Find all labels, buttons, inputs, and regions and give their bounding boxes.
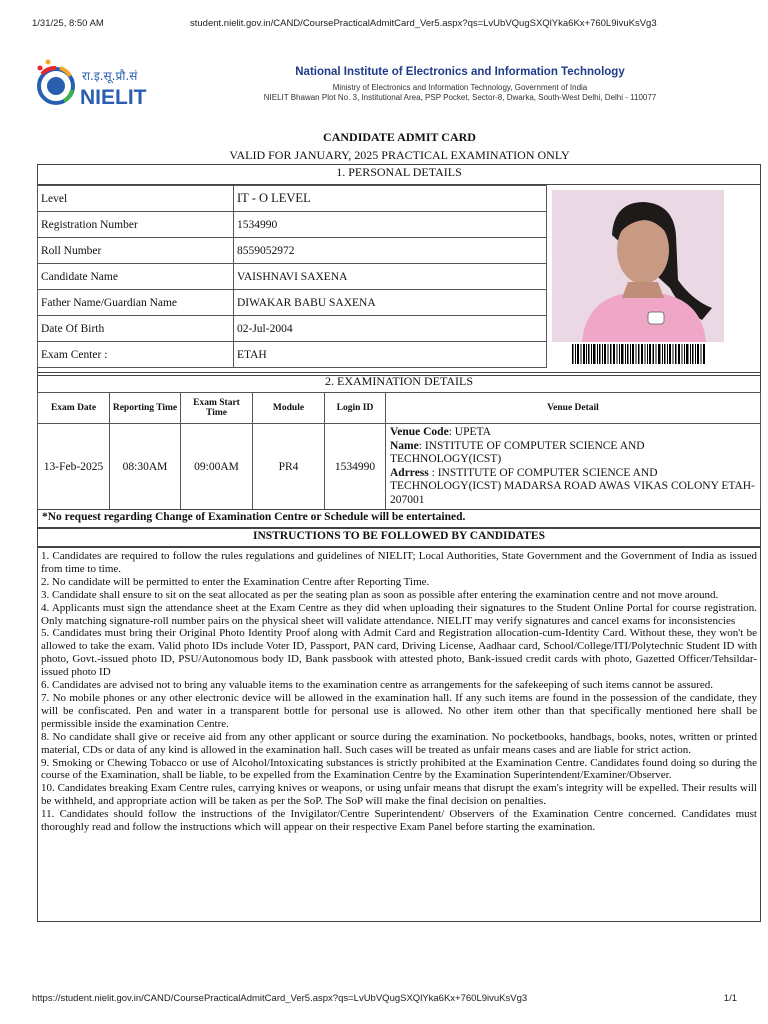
print-url: student.nielit.gov.in/CAND/CoursePracticalAdmitCard_Ver5.aspx?qs=LvUbVQugSXQlYka6Kx+760L9ivuKsVg3 bbox=[190, 18, 657, 29]
roll-number-value: 8559052972 bbox=[234, 238, 547, 264]
exam-details-table bbox=[37, 392, 761, 510]
venue-code-value: : UPETA bbox=[448, 426, 491, 438]
row-label: Date Of Birth bbox=[38, 316, 234, 342]
instruction-item: 9. Smoking or Chewing Tobacco or use of Alcohol/Intoxicating substances is strictly prohibited at the Examination Centre. Candidates found doing so during the course of the Examination, shall be liable, to be expelled from the Examination Centre by the Examination Superintendent/Examiner/Observer. bbox=[41, 756, 757, 782]
table-row bbox=[38, 186, 547, 212]
module-cell: PR4 bbox=[253, 424, 325, 510]
row-label: Roll Number bbox=[38, 238, 234, 264]
personal-details-table bbox=[37, 185, 547, 368]
row-label: Level bbox=[38, 186, 234, 212]
table-row bbox=[38, 212, 547, 238]
instruction-item: 1. Candidates are required to follow the rules regulations and guidelines of NIELIT; Local Authorities, State Government and the Government of India as issued from time to time. bbox=[41, 550, 757, 575]
barcode bbox=[572, 344, 705, 364]
table-row bbox=[38, 238, 547, 264]
row-label: Registration Number bbox=[38, 212, 234, 238]
instructions-title: INSTRUCTIONS TO BE FOLLOWED BY CANDIDATES bbox=[37, 528, 761, 547]
venue-address-label: Adrress bbox=[390, 466, 429, 479]
row-label: Father Name/Guardian Name bbox=[38, 290, 234, 316]
dob-value: 02-Jul-2004 bbox=[234, 316, 547, 342]
col-reporting-time: Reporting Time bbox=[110, 393, 181, 424]
instruction-item: 11. Candidates should follow the instructions of the Invigilator/Centre Superintendent/ Observers of the Examination Centre concerned. Candidates must thoroughly read and follow the instructions which will appear on their respective Exam Panel before starting the examination. bbox=[41, 808, 757, 834]
candidate-photo bbox=[552, 190, 724, 342]
venue-address-value: : INSTITUTE OF COMPUTER SCIENCE AND TECHNOLOGY(ICST) MADARSA ROAD AWAS VIKAS COLONY ETAH-207001 bbox=[390, 466, 755, 506]
venue-code-label: Venue Code bbox=[390, 426, 449, 438]
venue-name-line bbox=[390, 440, 756, 467]
instruction-item: 4. Applicants must sign the attendance sheet at the Exam Centre as they did when uploading their signatures to the Student Online Portal for course registration. Only matching signature-roll number pairs on the physical sheet will validate attendance. NIELIT may verify signatures and cancel exams for inconsistencies bbox=[41, 601, 757, 627]
level-value: IT - O LEVEL bbox=[234, 186, 547, 212]
venue-detail-cell bbox=[386, 424, 761, 510]
login-id-cell: 1534990 bbox=[325, 424, 386, 510]
table-row bbox=[38, 342, 547, 368]
change-notice: *No request regarding Change of Examination Centre or Schedule will be entertained. bbox=[37, 509, 761, 528]
venue-address-line bbox=[390, 467, 756, 508]
card-title: CANDIDATE ADMIT CARD bbox=[323, 130, 476, 144]
instruction-item: 2. No candidate will be permitted to enter the Examination Centre after Reporting Time. bbox=[41, 575, 430, 588]
org-address: NIELIT Bhawan Plot No. 3, Institutional Area, PSP Pocket, Sector-8, Dwarka, South-West Delhi, Delhi - 110077 bbox=[263, 93, 657, 102]
instruction-item: 7. No mobile phones or any other electronic device will be allowed in the examination hall. If any such items are found in the possession of the candidate, they will be confiscated. Pen and water in a transparent bottle for personal use is allowed. No other item other than that specifically mentioned here shall be permissible inside the examination Centre. bbox=[41, 691, 757, 730]
col-exam-start-time: Exam Start Time bbox=[181, 393, 253, 424]
father-name-value: DIWAKAR BABU SAXENA bbox=[234, 290, 547, 316]
print-datetime: 1/31/25, 8:50 AM bbox=[32, 18, 104, 29]
venue-code-line bbox=[390, 426, 756, 440]
col-exam-date: Exam Date bbox=[38, 393, 110, 424]
row-label: Exam Center : bbox=[38, 342, 234, 368]
footer-page-number: 1/1 bbox=[723, 993, 737, 1004]
logo-text: NIELIT bbox=[80, 86, 147, 109]
instruction-item: 6. Candidates are advised not to bring any valuable items to the examination centre as arrangements for the safekeeping of such items cannot be assured. bbox=[41, 679, 713, 692]
reporting-time-cell: 08:30AM bbox=[110, 424, 181, 510]
instruction-item: 8. No candidate shall give or receive aid from any other applicant or source during the examination. No pocketbooks, handbags, books, notes, written or printed material, CDs or data of any kind is allowed in the examination hall. Such cases will be treated as unfair means cases and are liable for strict action. bbox=[41, 730, 757, 756]
exam-center-value: ETAH bbox=[234, 342, 547, 368]
footer-url: https://student.nielit.gov.in/CAND/CoursePracticalAdmitCard_Ver5.aspx?qs=LvUbVQugSXQlYka6Kx+760L9ivuKsVg3 bbox=[32, 993, 528, 1004]
org-name: National Institute of Electronics and Information Technology bbox=[295, 66, 625, 78]
personal-section-title: 1. PERSONAL DETAILS bbox=[37, 165, 761, 185]
table-row bbox=[38, 316, 547, 342]
card-validity: VALID FOR JANUARY, 2025 PRACTICAL EXAMINATION ONLY bbox=[229, 148, 570, 162]
table-row bbox=[38, 424, 761, 510]
logo-hindi: रा.इ.सू.प्रौ.सं bbox=[82, 69, 138, 83]
registration-number-value: 1534990 bbox=[234, 212, 547, 238]
row-label: Candidate Name bbox=[38, 264, 234, 290]
instruction-item: 10. Candidates breaking Exam Centre rules, carrying knives or weapons, or using unfair means that disrupt the exam's integrity will be expelled. Their results will be withheld, and appropriate action will be taken as per the SoP. The SoP will make the final decision on penalties. bbox=[41, 782, 757, 808]
col-venue-detail: Venue Detail bbox=[386, 393, 761, 424]
col-login-id: Login ID bbox=[325, 393, 386, 424]
table-row bbox=[38, 290, 547, 316]
candidate-name-value: VAISHNAVI SAXENA bbox=[234, 264, 547, 290]
instruction-item: 3. Candidate shall ensure to sit on the seat allocated as per the seating plan as soon as possible after entering the examination centre and not move around. bbox=[41, 588, 719, 601]
table-row bbox=[38, 264, 547, 290]
venue-name-value: : INSTITUTE OF COMPUTER SCIENCE AND TECHNOLOGY(ICST) bbox=[390, 439, 645, 465]
nielit-logo bbox=[36, 56, 161, 112]
exam-date-cell: 13-Feb-2025 bbox=[38, 424, 110, 510]
org-ministry: Ministry of Electronics and Information Technology, Government of India bbox=[332, 83, 588, 92]
venue-name-label: Name bbox=[390, 439, 419, 452]
instructions-list bbox=[37, 547, 761, 922]
start-time-cell: 09:00AM bbox=[181, 424, 253, 510]
exam-section-title: 2. EXAMINATION DETAILS bbox=[324, 374, 474, 388]
col-module: Module bbox=[253, 393, 325, 424]
instruction-item: 5. Candidates must bring their Original Photo Identity Proof along with Admit Card and Registration allocation-cum-Identity Card. Without these, they won't be allowed to take the exam. Valid photo IDs include Voter ID, Passport, PAN card, Driving License, Aadhaar card, School/College/ITI/Polytechnic Student ID with photo, Govt.-issued photo ID, PSU/Autonomous body ID, Bank passbook with attested photo, Bank-issued credit cards with photo, Gazetted Officer/Tehsildar-issued photo ID bbox=[41, 627, 757, 679]
table-header-row bbox=[38, 393, 761, 424]
